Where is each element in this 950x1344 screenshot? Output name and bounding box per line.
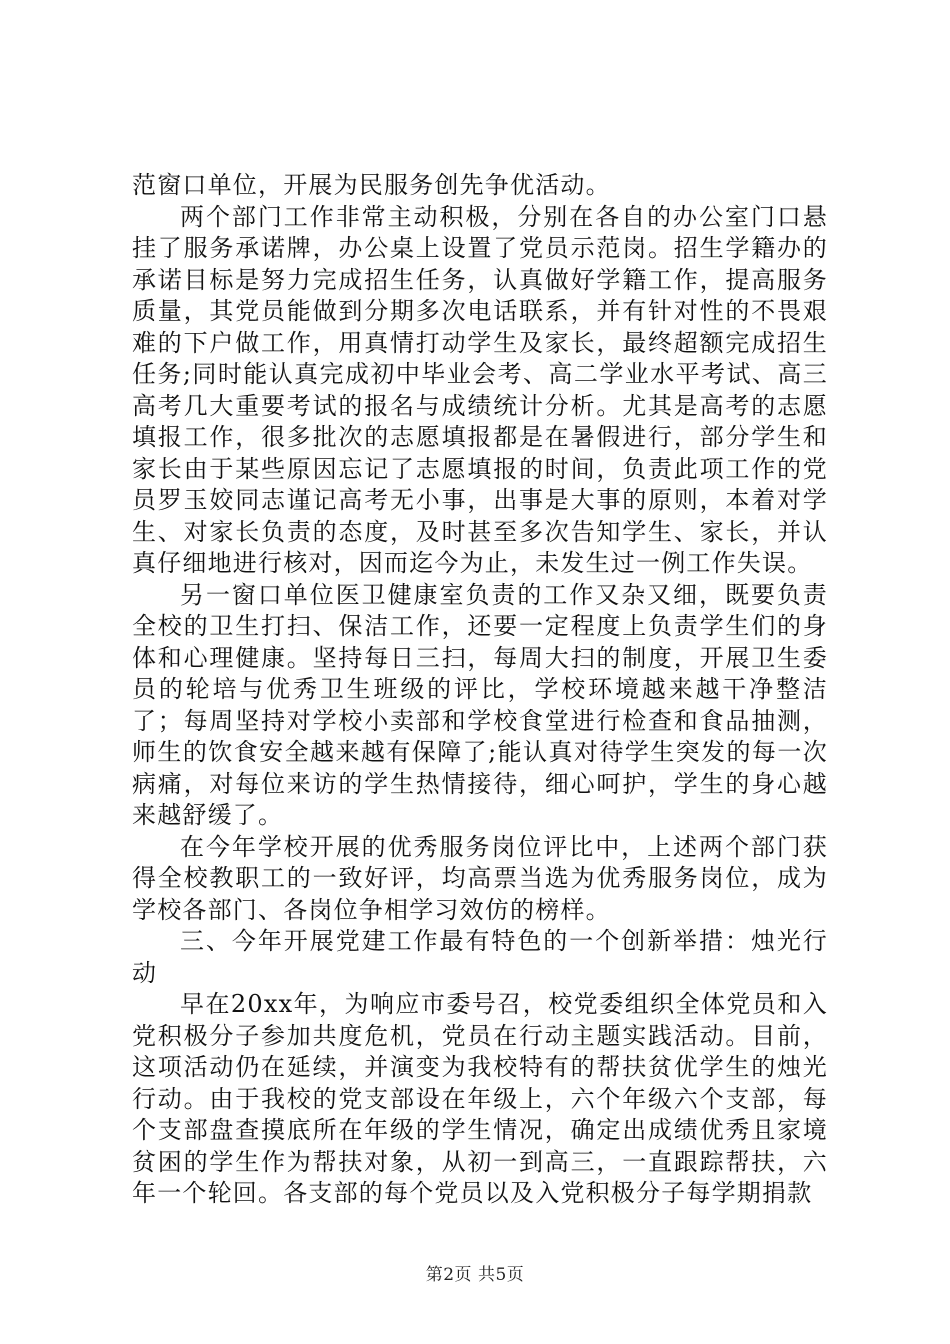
section-heading: 三、今年开展党建工作最有特色的一个创新举措：烛光行动 — [132, 927, 828, 987]
page-number: 第2页 共5页 — [425, 1265, 525, 1285]
paragraph-admissions-office: 两个部门工作非常主动积极，分别在各自的办公室门口悬挂了服务承诺牌，办公桌上设置了党员示范岗。招生学籍办的承诺目标是努力完成招生任务，认真做好学籍工作，提高服务质量，其党员能做到分期多次电话联系，并有针对性的不畏艰难的下户做工作，用真情打动学生及家长，最终超额完成招生任务;同时能认真完成初中毕业会考、高二学业水平考试、高三高考几大重要考试的报名与成绩统计分析。尤其是高考的志愿填报工作，很多批次的志愿填报都是在暑假进行，部分学生和家长由于某些原因忘记了志愿填报的时间，负责此项工作的党员罗玉姣同志谨记高考无小事，出事是大事的原则，本着对学生、对家长负责的态度，及时甚至多次告知学生、家长，并认真仔细地进行核对，因而迄今为止，未发生过一例工作失误。 — [132, 202, 828, 577]
paragraph-health-office: 另一窗口单位医卫健康室负责的工作又杂又细，既要负责全校的卫生打扫、保洁工作，还要一定程度上负责学生们的身体和心理健康。坚持每日三扫，每周大扫的制度，开展卫生委员的轮培与优秀卫生班级的评比，学校环境越来越干净整洁了；每周坚持对学校小卖部和学校食堂进行检查和食品抽测，师生的饮食安全越来越有保障了;能认真对待学生突发的每一次病痛，对每位来访的学生热情接待，细心呵护，学生的身心越来越舒缓了。 — [132, 580, 828, 829]
paragraph-continuation: 范窗口单位，开展为民服务创先争优活动。 — [132, 171, 611, 199]
document-body — [132, 170, 828, 1210]
paragraph-candlelight-action: 早在20xx年，为响应市委号召，校党委组织全体党员和入党积极分子参加共度危机，党员在行动主题实践活动。目前，这项活动仍在延续，并演变为我校特有的帮扶贫优学生的烛光行动。由于我校的党支部设在年级上，六个年级六个支部，每个支部盘查摸底所在年级的学生情况，确定出成绩优秀且家境贫困的学生作为帮扶对象，从初一到高三，一直跟踪帮扶，六年一个轮回。各支部的每个党员以及入党积极分子每学期捐款 — [132, 990, 828, 1207]
paragraph-evaluation: 在今年学校开展的优秀服务岗位评比中，上述两个部门获得全校教职工的一致好评，均高票当选为优秀服务岗位，成为学校各部门、各岗位争相学习效仿的榜样。 — [132, 832, 828, 924]
